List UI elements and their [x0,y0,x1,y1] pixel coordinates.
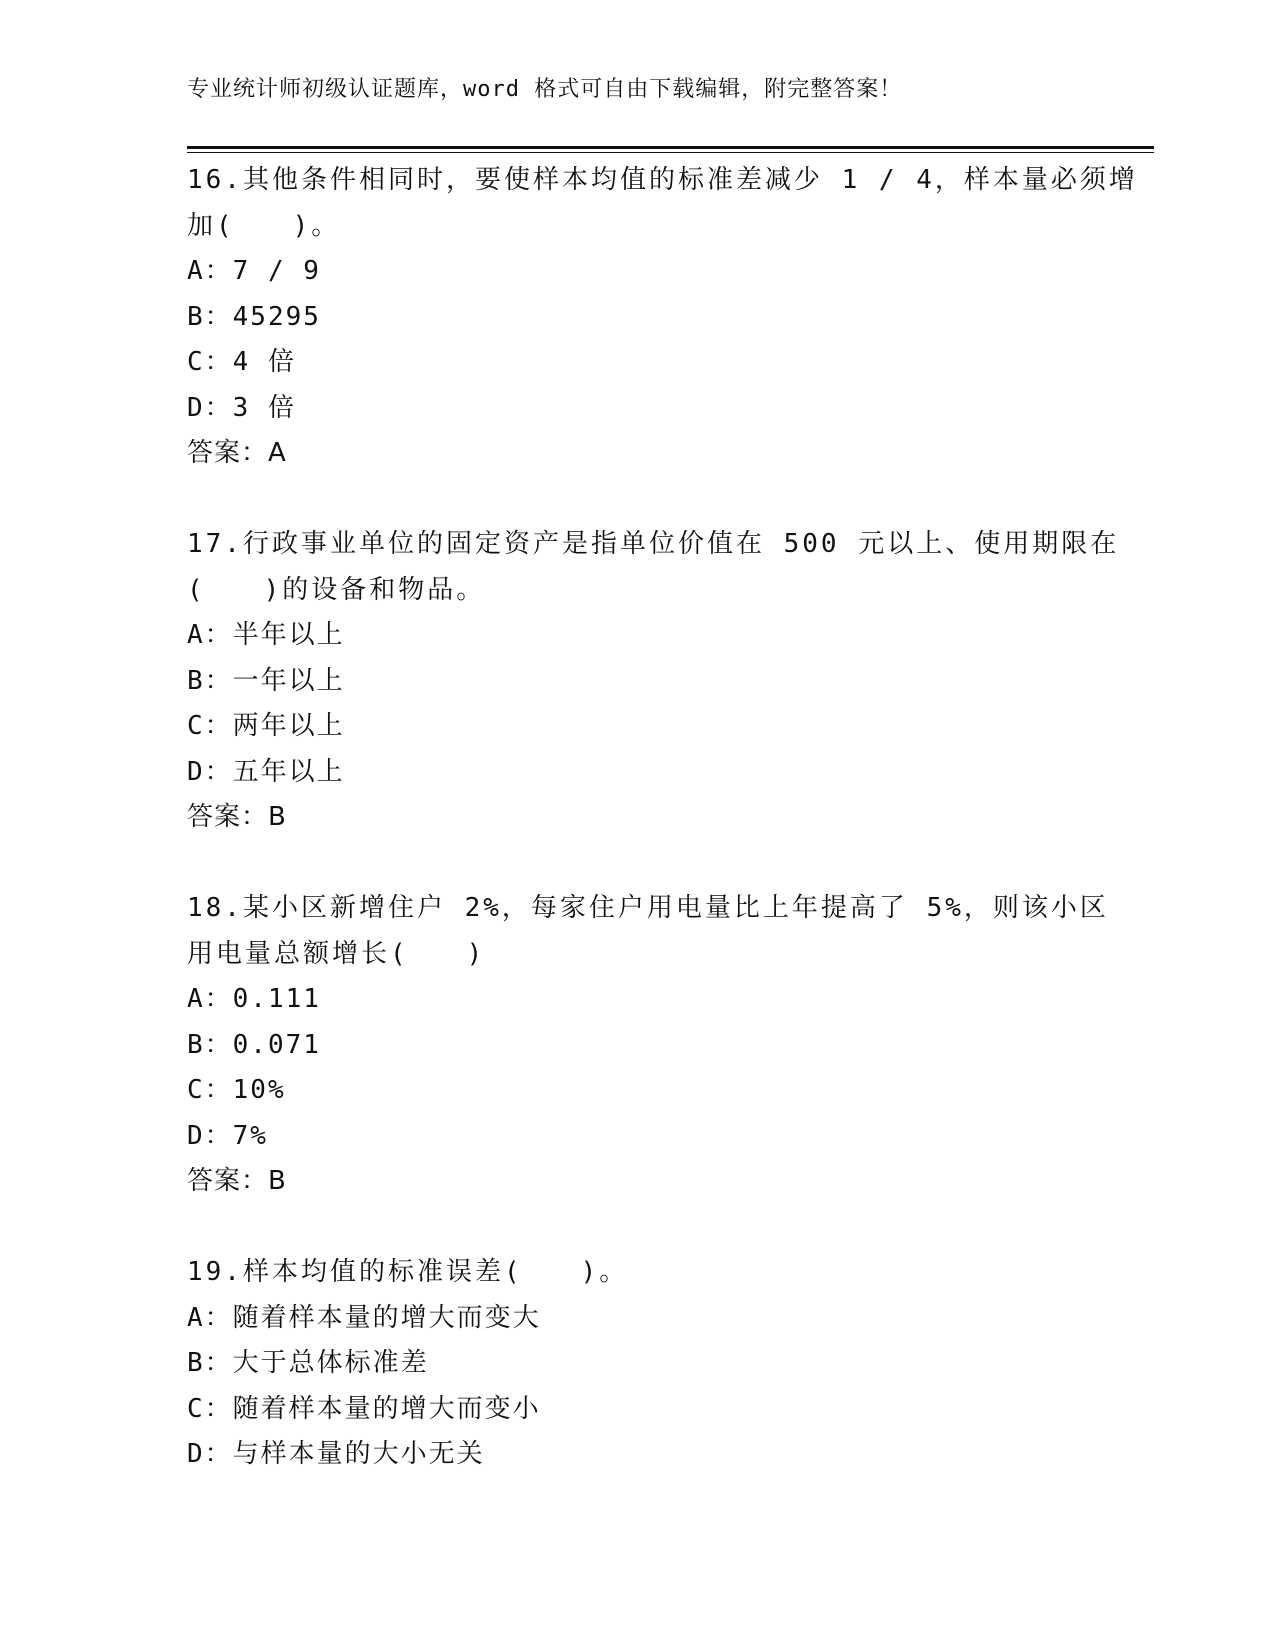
option-d: D：与样本量的大小无关 [187,1439,485,1469]
option-a: A：7 / 9 [187,256,321,286]
answer: 答案：A [187,438,287,468]
option-d: D：五年以上 [187,756,345,787]
question-text: 18.某小区新增住户 2%，每家住户用电量比上年提高了 5%，则该小区 [187,893,1109,923]
option-c: C：4 倍 [187,347,296,377]
option-d: D：7% [187,1120,268,1151]
option-c: C：两年以上 [187,711,345,741]
spacer [187,841,1087,887]
question-19 [187,1250,1087,1478]
page-header: 专业统计师初级认证题库，word 格式可自由下载编辑，附完整答案！ [187,77,903,102]
option-b: B：大于总体标准差 [187,1348,429,1378]
question-text: 16.其他条件相同时，要使样本均值的标准差减少 1 / 4，样本量必须增 [187,165,1138,195]
header-rule-thick [187,146,1154,149]
option-b: B：45295 [187,301,321,332]
option-c: C：随着样本量的增大而变小 [187,1393,541,1424]
option-a: A：半年以上 [187,620,345,650]
header-rule-thin [187,152,1154,153]
spacer [187,477,1087,523]
option-a: A：随着样本量的增大而变大 [187,1302,541,1333]
answer: 答案：B [187,802,287,832]
question-text: 用电量总额增长( ) [187,938,486,969]
answer: 答案：B [187,1166,287,1196]
option-a: A：0.111 [187,984,321,1014]
option-d: D：3 倍 [187,392,296,423]
question-18 [187,886,1109,1205]
option-b: B：0.071 [187,1029,321,1060]
question-text: 19.样本均值的标准误差( )。 [187,1257,629,1287]
option-c: C：10% [187,1075,286,1105]
question-17 [187,522,1120,841]
question-text: 加( )。 [187,210,341,241]
question-text: ( )的设备和物品。 [187,574,486,605]
question-text: 17.行政事业单位的固定资产是指单位价值在 500 元以上、使用期限在 [187,529,1120,559]
question-list [187,158,1138,1478]
spacer [187,1205,1087,1251]
option-b: B：一年以上 [187,665,345,696]
question-16 [187,158,1138,477]
